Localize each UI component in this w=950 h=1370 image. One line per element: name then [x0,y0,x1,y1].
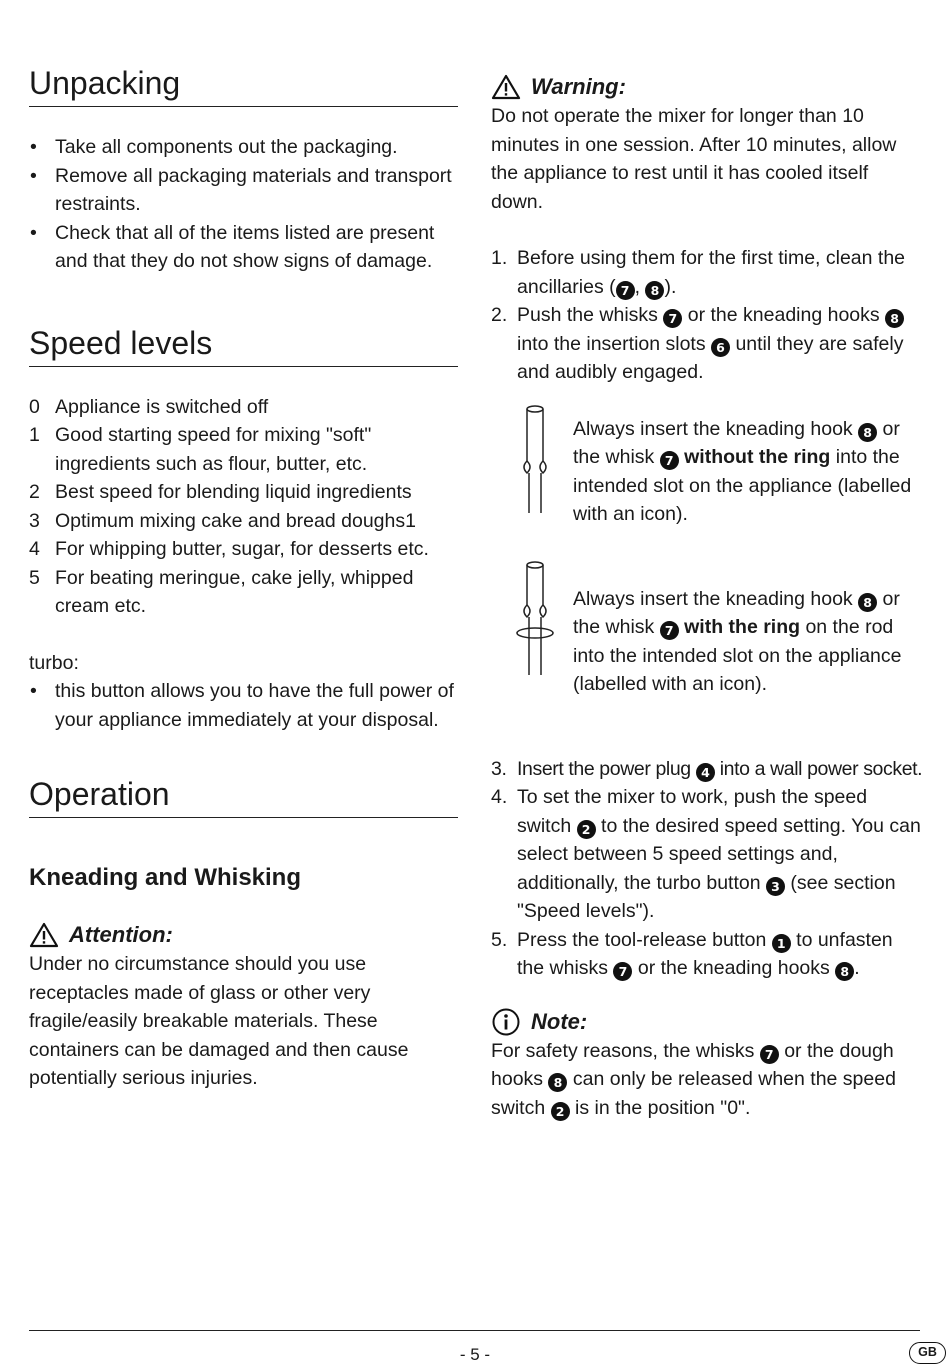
step-text: until they are safely and audibly engaged. [517,332,904,383]
list-item: • Check that all of the items listed are present and that they do not show signs of damage. [29,219,458,276]
part-8-badge: 8 [858,593,877,612]
part-8-badge: 8 [548,1073,567,1092]
attention-title-text: Attention: [69,922,173,947]
step-text: , [634,275,646,298]
list-item [29,507,458,536]
part-7-badge: 7 [613,962,632,981]
part-8-badge: 8 [645,281,664,300]
whisk-with-ring-icon [513,559,561,677]
step-text: to the desired speed setting. You can select between 5 speed settings and, additionally, the turbo button [517,814,921,894]
instruction-text: or the whisk [573,587,900,638]
speed-description: Best speed for blending liquid ingredients [55,481,412,503]
whisk-without-ring-icon [513,403,561,515]
step-text: To set the mixer to work, push the speed switch [517,786,868,837]
language-badge: GB [909,1342,946,1364]
emphasis-text: with the ring [684,616,801,638]
step-text: or the kneading hooks [632,957,836,979]
part-4-badge: 4 [696,763,715,782]
instruction-text: or the whisk [573,417,900,468]
step-text: (see section "Speed levels"). [517,871,896,922]
instruction-text: into the intended slot on the appliance (labelled with an icon). [573,446,912,525]
part-2-badge: 2 [551,1102,570,1121]
insert-with-ring-block [491,585,923,699]
step-text: Press the tool-release button [517,928,772,951]
step-text: Push the whisks [517,304,664,326]
note-title-text: Note: [531,1008,588,1034]
list-item: • Take all components out the packaging. [29,133,458,162]
part-7-badge: 7 [760,1045,779,1064]
step-text: into a wall power socket. [714,757,923,780]
note-text-part: For safety reasons, the whisks [491,1039,760,1062]
speed-description: Good starting speed for mixing "soft" ingredients such as flour, butter, etc. [55,424,372,475]
info-circle-icon [491,1007,521,1037]
part-8-badge: 8 [858,423,877,442]
left-column [29,63,458,1093]
note-text [491,1037,923,1123]
step-text: ). [664,275,677,298]
list-item [29,564,458,621]
unpacking-list [29,133,458,276]
speed-levels-heading: Speed levels [29,323,458,367]
attention-text: Under no circumstance should you use receptacles made of glass or other very fragile/easily breakable materials. These containers can be damaged and then cause potentially serious injuries. [29,953,409,1089]
step-number: 3. [491,757,507,780]
instruction-text: Always insert the kneading hook [573,417,859,440]
warning-triangle-icon [29,922,59,948]
speed-levels-list [29,393,458,621]
part-8-badge: 8 [835,962,854,981]
emphasis-text: without the ring [684,446,831,468]
note-text-part: or the dough hooks [491,1039,894,1090]
kneading-whisking-subheading: Kneading and Whisking [29,864,302,891]
insert-without-ring-block [491,415,923,529]
warning-triangle-icon [491,74,521,100]
speed-description: For beating meringue, cake jelly, whipped cream etc. [55,566,414,617]
step-text: into the insertion slots [517,332,712,355]
list-item [29,535,458,564]
speed-description: Appliance is switched off [55,395,269,418]
speed-number: 0 [29,395,40,418]
step-item [491,926,923,983]
step-item [491,244,923,301]
warning-title [491,72,923,102]
list-item: • this button allows you to have the full power of your appliance immediately at your disposal. [29,677,458,734]
warning-text: Do not operate the mixer for longer than 10 minutes in one session. After 10 minutes, allow the appliance to rest until it has cooled itself down. [491,105,897,213]
turbo-label: turbo: [29,651,79,674]
part-2-badge: 2 [577,820,596,839]
part-7-badge: 7 [616,281,635,300]
step-text: . [854,957,860,979]
instruction-text: Always insert the kneading hook [573,587,859,610]
speed-number: 3 [29,509,40,532]
part-6-badge: 6 [711,338,730,357]
step-item [491,301,923,387]
step-number: 1. [491,247,508,269]
part-7-badge: 7 [660,621,679,640]
list-item: • Remove all packaging materials and transport restraints. [29,162,458,219]
page-number: - 5 - [459,1345,491,1364]
insert-with-ring-text [573,585,923,699]
speed-description: For whipping butter, sugar, for desserts etc. [55,538,429,560]
note-text-part: can only be released when the speed switch [491,1068,896,1119]
right-column [491,72,923,1122]
turbo-list [29,677,458,734]
list-item [29,478,458,507]
footer-divider [29,1330,920,1331]
step-item [491,755,923,784]
step-number: 5. [491,928,508,951]
attention-title [29,920,458,950]
speed-number: 5 [29,566,40,589]
speed-number: 1 [29,424,40,446]
warning-title-text: Warning: [531,74,626,99]
step-text: to unfasten the whisks [517,928,893,979]
part-7-badge: 7 [663,309,682,328]
step-text: Insert the power plug [517,757,696,780]
part-1-badge: 1 [772,934,791,953]
step-text: Before using them for the first time, clean the ancillaries ( [517,247,906,298]
insert-without-ring-text [573,415,923,529]
speed-description: Optimum mixing cake and bread doughs1 [55,509,416,532]
part-8-badge: 8 [885,309,904,328]
unpacking-heading: Unpacking [29,63,458,107]
part-7-badge: 7 [660,451,679,470]
step-text: or the kneading hooks [682,304,886,326]
step-item [491,783,923,926]
step-number: 2. [491,304,508,326]
steps-list-part2 [491,755,923,983]
instruction-text: on the rod into the intended slot on the appliance (labelled with an icon). [573,616,902,695]
list-item [29,421,458,478]
speed-number: 2 [29,481,40,503]
speed-number: 4 [29,538,40,560]
part-3-badge: 3 [766,877,785,896]
list-item [29,393,458,422]
note-title [491,1007,923,1037]
steps-list-part1 [491,244,923,387]
operation-heading: Operation [29,774,458,818]
note-text-part: is in the position "0". [569,1096,751,1119]
step-number: 4. [491,786,508,808]
